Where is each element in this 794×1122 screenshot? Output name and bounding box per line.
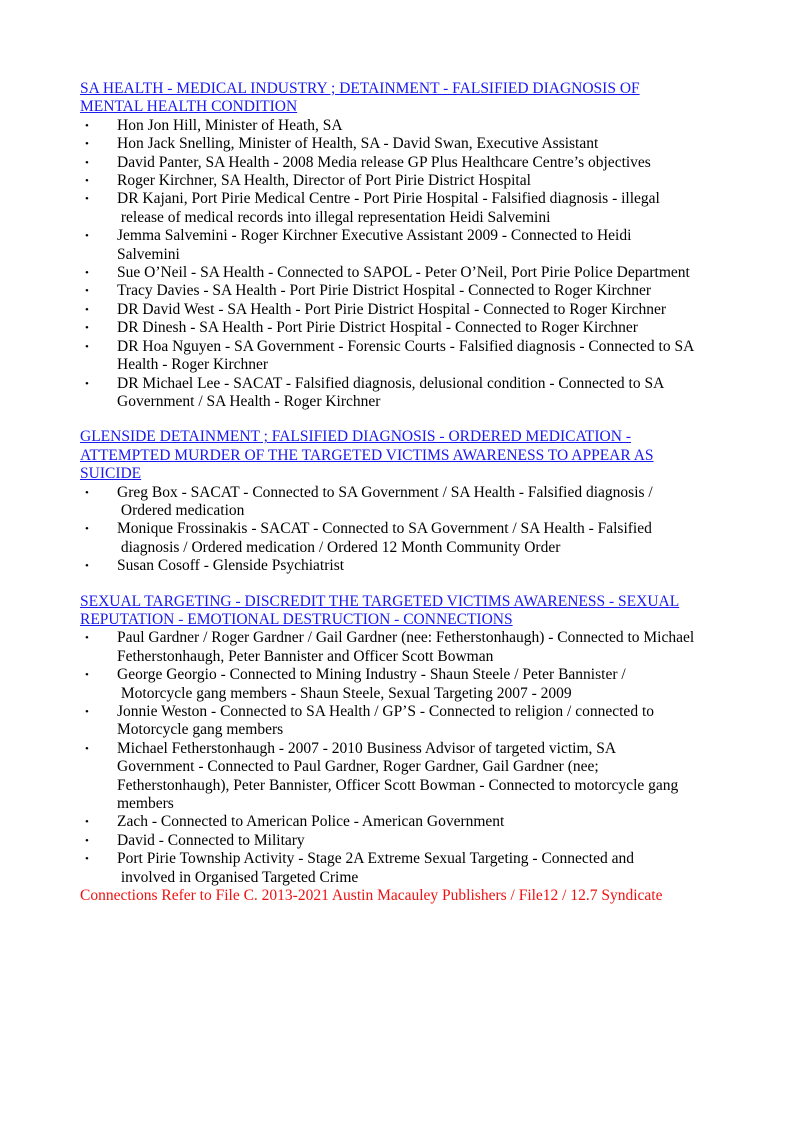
section-spacer [80, 576, 720, 593]
list-item [80, 117, 720, 135]
list-item [80, 172, 720, 190]
bullet-icon: • [85, 853, 89, 866]
bullet-icon: • [85, 138, 89, 151]
section-heading-link[interactable] [80, 593, 720, 630]
heading-line: MENTAL HEALTH CONDITION [80, 98, 298, 116]
section-sa-health [80, 80, 720, 411]
bullet-icon: • [85, 322, 89, 335]
person-list [80, 484, 720, 576]
person-list [80, 629, 720, 887]
list-item-line: Susan Cosoff - Glenside Psychiatrist [117, 557, 345, 575]
list-item [80, 301, 720, 319]
list-item [80, 264, 720, 282]
list-item [80, 338, 720, 375]
list-item [80, 832, 720, 850]
bullet-icon: • [85, 230, 89, 243]
list-item-line: Government / SA Health - Roger Kirchner [117, 392, 381, 410]
section-heading-link[interactable] [80, 428, 720, 483]
list-item-line: Jemma Salvemini - Roger Kirchner Executive Assistant 2009 - Connected to Heidi [117, 227, 632, 245]
list-item-line: Hon Jon Hill, Minister of Heath, SA [117, 116, 343, 134]
list-item-line: release of medical records into illegal representation Heidi Salvemini [117, 208, 551, 226]
list-item-line: DR Dinesh - SA Health - Port Pirie District Hospital - Connected to Roger Kirchner [117, 319, 638, 337]
list-item [80, 227, 720, 264]
list-item-line: members [117, 795, 174, 813]
list-item [80, 629, 720, 666]
bullet-icon: • [85, 303, 89, 316]
list-item-line: Monique Frossinakis - SACAT - Connected to SA Government / SA Health - Falsified [117, 520, 652, 538]
list-item-line: Tracy Davies - SA Health - Port Pirie District Hospital - Connected to Roger Kirchner [117, 282, 652, 300]
list-item-line: Jonnie Weston - Connected to SA Health / GP’S - Connected to religion / connected to [117, 703, 654, 720]
bullet-icon: • [85, 267, 89, 280]
list-item-line: Salvemini [117, 245, 180, 263]
bullet-icon: • [85, 523, 89, 536]
list-item-line: Motorcycle gang members [117, 721, 284, 739]
bullet-icon: • [85, 340, 89, 353]
heading-line: SUICIDE [80, 465, 142, 483]
list-item-line: Hon Jack Snelling, Minister of Health, SA - David Swan, Executive Assistant [117, 135, 599, 153]
bullet-icon: • [85, 285, 89, 298]
list-item-line: Greg Box - SACAT - Connected to SA Government / SA Health - Falsified diagnosis / [117, 483, 653, 501]
list-item [80, 319, 720, 337]
section-heading-link[interactable] [80, 80, 720, 117]
list-item [80, 557, 720, 575]
list-item-line: Fetherstonhaugh, Peter Bannister and Officer Scott Bowman [117, 647, 494, 665]
list-item-line: involved in Organised Targeted Crime [117, 868, 359, 886]
section-sexual-targeting [80, 593, 720, 888]
list-item [80, 703, 720, 740]
section-glenside [80, 428, 720, 575]
list-item-line: Paul Gardner / Roger Gardner / Gail Gardner (nee: Fetherstonhaugh) - Connected to Michael [117, 629, 695, 647]
list-item-line: Ordered medication [117, 501, 245, 519]
list-item-line: DR Hoa Nguyen - SA Government - Forensic Courts - Falsified diagnosis - Connected to SA [117, 337, 695, 355]
list-item [80, 135, 720, 153]
list-item-line: Port Pirie Township Activity - Stage 2A Extreme Sexual Targeting - Connected and [117, 850, 635, 868]
list-item-line: DR David West - SA Health - Port Pirie District Hospital - Connected to Roger Kirchner [117, 300, 667, 318]
list-item [80, 850, 720, 887]
list-item-line: DR Kajani, Port Pirie Medical Centre - Port Pirie Hospital - Falsified diagnosis - illegal [117, 190, 660, 208]
bullet-icon: • [85, 706, 89, 718]
list-item [80, 375, 720, 412]
list-item [80, 190, 720, 227]
list-item [80, 666, 720, 703]
document-page [80, 80, 720, 905]
list-item-line: George Georgio - Connected to Mining Industry - Shaun Steele / Peter Bannister / [117, 666, 626, 684]
heading-line: ATTEMPTED MURDER OF THE TARGETED VICTIMS AWARENESS TO APPEAR AS [80, 446, 654, 464]
list-item [80, 520, 720, 557]
heading-line: GLENSIDE DETAINMENT ; FALSIFIED DIAGNOSIS - ORDERED MEDICATION - [80, 428, 631, 446]
list-item-line: diagnosis / Ordered medication / Ordered 12 Month Community Order [117, 538, 561, 556]
list-item-line: DR Michael Lee - SACAT - Falsified diagnosis, delusional condition - Connected to SA [117, 374, 665, 392]
bullet-icon: • [85, 632, 89, 645]
list-item-line: Fetherstonhaugh), Peter Bannister, Officer Scott Bowman - Connected to motorcycle gang [117, 776, 679, 794]
bullet-icon: • [85, 486, 89, 499]
bullet-icon: • [85, 669, 89, 682]
list-item [80, 740, 720, 814]
person-list [80, 117, 720, 412]
bullet-icon: • [85, 742, 89, 755]
bullet-icon: • [85, 175, 89, 188]
list-item [80, 154, 720, 172]
bullet-icon: • [85, 560, 89, 573]
bullet-icon: • [85, 816, 89, 829]
heading-line: SA HEALTH - MEDICAL INDUSTRY ; DETAINMENT - FALSIFIED DIAGNOSIS OF [80, 80, 640, 97]
heading-line: REPUTATION - EMOTIONAL DESTRUCTION - CONNECTIONS [80, 610, 513, 628]
heading-line: SEXUAL TARGETING - DISCREDIT THE TARGETED VICTIMS AWARENESS - SEXUAL [80, 592, 680, 610]
section-spacer [80, 411, 720, 428]
list-item-line: Health - Roger Kirchner [117, 356, 269, 374]
list-item-line: Roger Kirchner, SA Health, Director of Port Pirie District Hospital [117, 172, 531, 190]
list-item [80, 282, 720, 300]
list-item-line: Zach - Connected to American Police - American Government [117, 813, 505, 831]
bullet-icon: • [85, 193, 89, 206]
list-item-line: David Panter, SA Health - 2008 Media release GP Plus Healthcare Centre’s objectives [117, 153, 651, 171]
bullet-icon: • [85, 834, 89, 847]
list-item-line: David - Connected to Military [117, 831, 305, 849]
list-item-line: Sue O’Neil - SA Health - Connected to SAPOL - Peter O’Neil, Port Pirie Police Department [117, 264, 690, 282]
bullet-icon: • [85, 119, 89, 132]
list-item [80, 484, 720, 521]
bullet-icon: • [85, 156, 89, 169]
footer-reference: Connections Refer to File C. 2013-2021 Austin Macauley Publishers / File12 / 12.7 Syndicate [80, 887, 663, 905]
list-item-line: Michael Fetherstonhaugh - 2007 - 2010 Business Advisor of targeted victim, SA [117, 739, 617, 757]
list-item-line: Government - Connected to Paul Gardner, Roger Gardner, Gail Gardner (nee; [117, 758, 599, 776]
bullet-icon: • [85, 377, 89, 390]
list-item-line: Motorcycle gang members - Shaun Steele, Sexual Targeting 2007 - 2009 [117, 684, 572, 702]
list-item [80, 813, 720, 831]
